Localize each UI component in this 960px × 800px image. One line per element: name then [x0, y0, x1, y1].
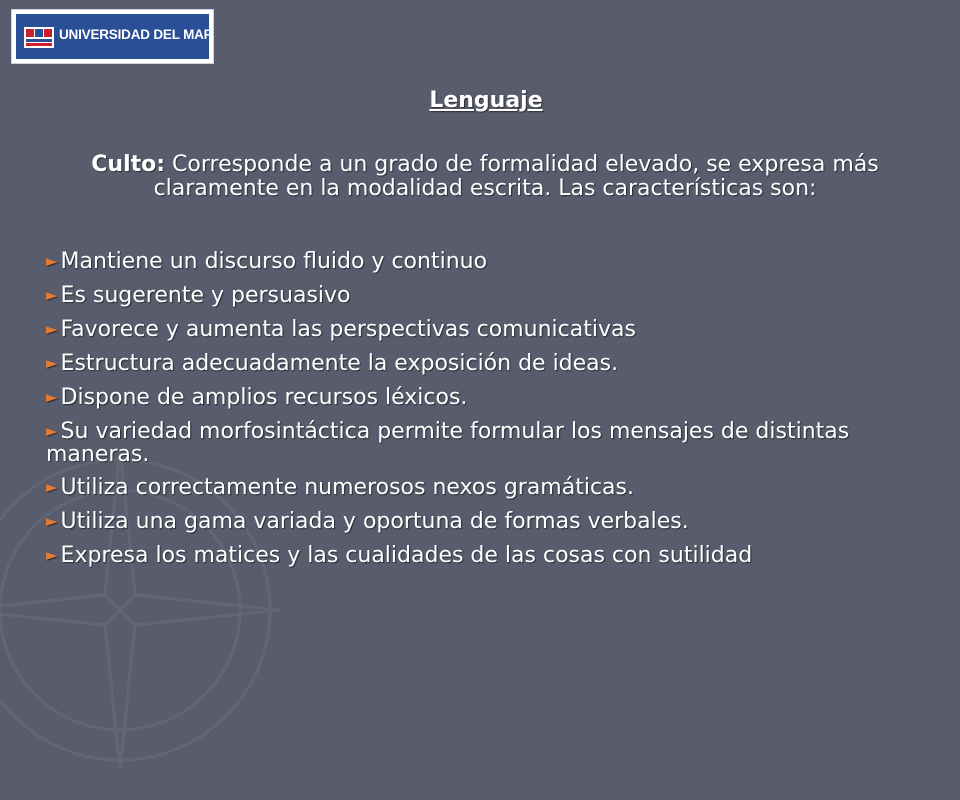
list-item-text: Expresa los matices y las cualidades de las cosas con sutilidad — [60, 543, 753, 568]
bullet-arrow-icon: ► — [46, 388, 58, 406]
bullet-arrow-icon: ► — [46, 478, 58, 496]
list-item — [46, 477, 926, 500]
list-item — [46, 387, 926, 410]
list-item-text: Utiliza una gama variada y oportuna de formas verbales. — [60, 509, 689, 534]
list-item — [46, 319, 926, 342]
intro-paragraph — [40, 153, 930, 201]
intro-term: Culto: — [91, 152, 166, 177]
bullet-arrow-icon: ► — [46, 320, 58, 338]
university-logo — [11, 9, 214, 64]
bullet-arrow-icon: ► — [46, 286, 58, 304]
intro-text: Corresponde a un grado de formalidad elevado, se expresa más claramente en la modalidad escrita. Las características son: — [153, 152, 879, 201]
characteristics-list — [46, 251, 926, 579]
list-item — [46, 251, 926, 274]
list-item-text: Dispone de amplios recursos léxicos. — [60, 385, 468, 410]
list-item — [46, 285, 926, 308]
list-item-text: Favorece y aumenta las perspectivas comunicativas — [60, 317, 636, 342]
bullet-arrow-icon: ► — [46, 354, 58, 372]
bullet-arrow-icon: ► — [46, 252, 58, 270]
list-item — [46, 353, 926, 376]
list-item-text: Utiliza correctamente numerosos nexos gramáticas. — [60, 475, 634, 500]
bullet-arrow-icon: ► — [46, 512, 58, 530]
list-item — [46, 545, 926, 568]
list-item — [46, 511, 926, 534]
logo-text: UNIVERSIDAD DEL MAR — [59, 27, 214, 42]
list-item-text: Estructura adecuadamente la exposición de ideas. — [60, 351, 619, 376]
list-item — [46, 421, 926, 466]
bullet-arrow-icon: ► — [46, 422, 58, 440]
university-emblem-icon — [24, 27, 54, 48]
list-item-text: Mantiene un discurso fluido y continuo — [60, 249, 488, 274]
bullet-arrow-icon: ► — [46, 546, 58, 564]
list-item-text: Su variedad morfosintáctica permite formular los mensajes de distintas maneras. — [46, 419, 850, 467]
list-item-text: Es sugerente y persuasivo — [60, 283, 351, 308]
page-title: Lenguaje — [429, 88, 543, 113]
